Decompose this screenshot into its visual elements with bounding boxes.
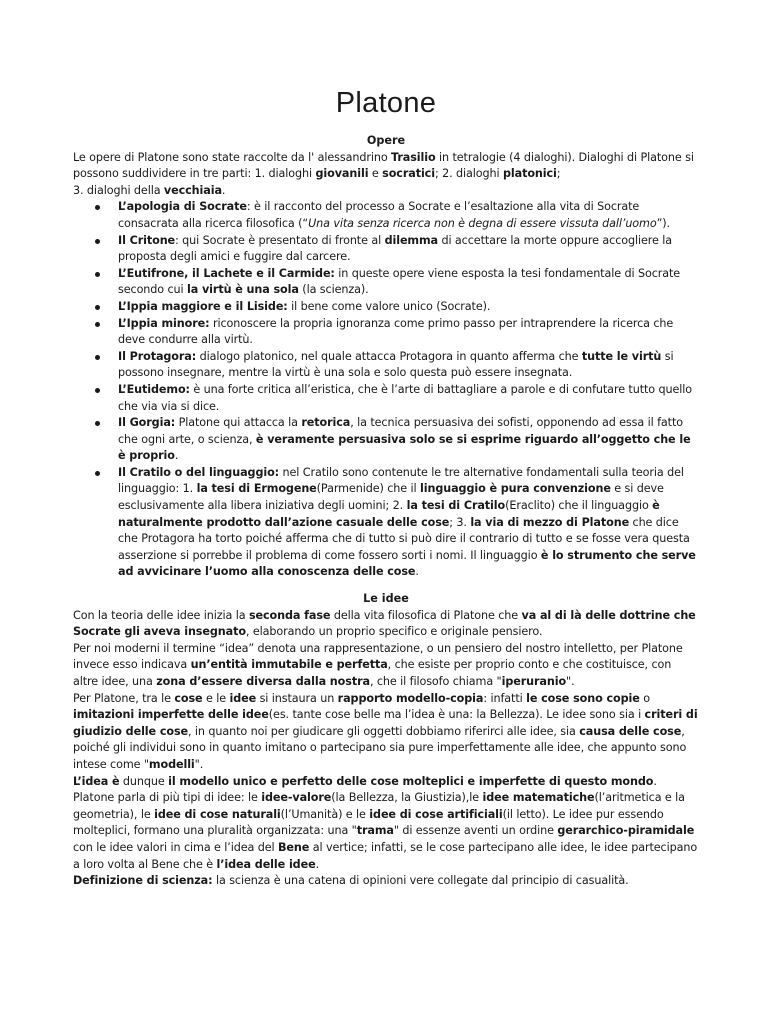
list-item-ippia-maggiore: L’Ippia maggiore e il Liside: il bene come valore unico (Socrate). — [73, 299, 699, 316]
idee-paragraph-4: L’idea è dunque il modello unico e perfetto delle cose molteplici e imperfette di questo mondo. — [73, 774, 657, 788]
works-list — [73, 199, 699, 581]
bullet-icon — [95, 272, 100, 277]
list-item-eutidemo: L’Eutidemo: è una forte critica all’eristica, che è l’arte di battagliare a parole e di confutare tutto quello che via via si dice. — [73, 382, 699, 415]
idee-paragraph-2: Per noi moderni il termine “idea” denota una rappresentazione, o un pensiero del nostro intelletto, per Platone invece esso indicava un’entità immutabile e perfetta, che esiste per proprio conto e che costituisce, con altre idee, una zona d’essere diversa dalla nostra, che il filosofo chiama "iperuranio". — [73, 641, 683, 688]
bullet-icon — [95, 388, 100, 393]
list-item-critone: Il Critone: qui Socrate è presentato di fronte al dilemma di accettare la morte oppure accogliere la proposta degli amici e fuggire dal carcere. — [73, 233, 699, 266]
list-item-protagora: Il Protagora: dialogo platonico, nel quale attacca Protagora in quanto afferma che tutte le virtù si possono insegnare, mentre la virtù è una sola e solo questa può essere insegnata. — [73, 349, 699, 382]
opere-intro: Le opere di Platone sono state raccolte da l' alessandrino Trasilio in tetralogie (4 dialoghi). Dialoghi di Platone si possono suddividere in tre parti: 1. dialoghi giovanili e socratici; 2. dialoghi platonici; 3. dialoghi della vecchiaia. — [73, 150, 694, 197]
idee-paragraph-1: Con la teoria delle idee inizia la seconda fase della vita filosofica di Platone che va al di là delle dottrine che Socrate gli aveva insegnato, elaborando un proprio specifico e originale pensiero. — [73, 608, 696, 639]
list-item-eutifrone: L’Eutifrone, il Lachete e il Carmide: in queste opere viene esposta la tesi fondamentale di Socrate secondo cui la virtù è una sola (la scienza). — [73, 266, 699, 299]
bullet-icon — [95, 205, 100, 210]
document-page — [73, 84, 699, 890]
list-item-cratilo: Il Cratilo o del linguaggio: nel Cratilo sono contenute le tre alternative fondamentali sulla teoria del linguaggio: 1. la tesi di Ermogene(Parmenide) che il linguaggio è pura convenzione e si deve esclusivamente alla libera iniziativa degli uomini; 2. la tesi di Cratilo(Eraclito) che il linguaggio è naturalmente prodotto dall’azione casuale delle cose; 3. la via di mezzo di Platone che dice che Protagora ha torto poiché afferma che di tutto si può dire il contrario di tutto e se fosse vera questa asserzione si porrebbe il problema di come fossero sorti i nomi. Il linguaggio è lo strumento che serve ad avvicinare l’uomo alla conoscenza delle cose. — [73, 465, 699, 581]
definizione-scienza: Definizione di scienza: la scienza è una catena di opinioni vere collegate dal principio di casualità. — [73, 874, 629, 888]
bullet-icon — [95, 471, 100, 476]
list-item-ippia-minore: L’Ippia minore: riconoscere la propria ignoranza come primo passo per intraprendere la ricerca che deve condurre alla virtù. — [73, 316, 699, 349]
idee-paragraph-5: Platone parla di più tipi di idee: le idee-valore(la Bellezza, la Giustizia),le idee matematiche(l’aritmetica e la geometria), le idee di cose naturali(l’Umanità) e le idee di cose artificiali(il letto). Le idee pur essendo molteplici, formano una pluralità organizzata: una "trama" di essenze aventi un ordine gerarchico-piramidale con le idee valori in cima e l’idea del Bene al vertice; infatti, se le cose partecipano alle idee, le idee partecipano a loro volta al Bene che è l’idea delle idee. — [73, 791, 698, 871]
bullet-icon — [95, 239, 100, 244]
list-item-apologia: L’apologia di Socrate: è il racconto del processo a Socrate e l’esaltazione alla vita di Socrate consacrata alla ricerca filosofica (“Una vita senza ricerca non è degna di essere vissuta dall’uomo”). — [73, 199, 699, 232]
idee-paragraph-3: Per Platone, tra le cose e le idee si instaura un rapporto modello-copia: infatti le cose sono copie o imitazioni imperfette delle idee(es. tante cose belle ma l’idea è una: la Bellezza). Le idee sono sia i criteri di giudizio delle cose, in quanto noi per giudicare gli oggetti dobbiamo riferirci alle idee, sia causa delle cose, poiché gli individui sono in quanto imitano o partecipano sia pure imperfettamente alle idee, che appunto sono intese come "modelli". — [73, 691, 698, 771]
section-heading-idee: Le idee — [363, 592, 409, 606]
bullet-icon — [95, 421, 100, 426]
list-item-gorgia: Il Gorgia: Platone qui attacca la retorica, la tecnica persuasiva dei sofisti, opponendo ad essa il fatto che ogni arte, o scienza, è veramente persuasiva solo se si esprime riguardo all’oggetto che le è proprio. — [73, 415, 699, 465]
bullet-icon — [95, 322, 100, 327]
page-title: Platone — [335, 87, 437, 119]
bullet-icon — [95, 355, 100, 360]
bullet-icon — [95, 305, 100, 310]
section-heading-opere: Opere — [366, 134, 406, 147]
